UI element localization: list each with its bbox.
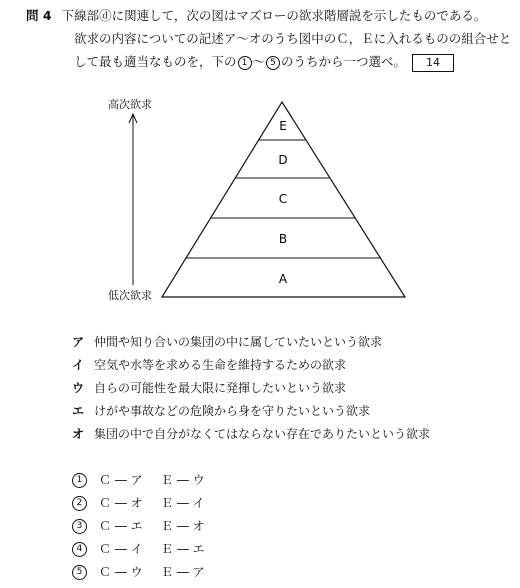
circled-number-5: 5: [266, 56, 280, 70]
list-item: イ 空気や水等を求める生命を維持するための欲求: [72, 358, 347, 372]
list-item: ア 仲間や知り合いの集団の中に属していたいという欲求: [72, 335, 383, 349]
list-item: オ 集団の中で自分がなくてはならない存在でありたいという欲求: [72, 427, 431, 441]
question-text-1: 下線部ⓓに関連して，次の図はマズローの欲求階層説を示したものである。: [61, 8, 487, 23]
circled-number: 2: [72, 496, 87, 511]
level-label-e: E: [279, 119, 287, 133]
circled-number: 5: [72, 565, 87, 580]
tilde: ～: [252, 54, 266, 69]
circled-number: 3: [72, 519, 87, 534]
choice-1: 1 Ｃ ― ア Ｅ ― ウ: [72, 471, 205, 488]
level-label-b: B: [278, 232, 288, 246]
circled-number: 1: [72, 473, 87, 488]
question-text-3b: のうちから一つ選べ。: [281, 54, 407, 69]
question-number: 問 4: [26, 8, 52, 23]
list-item: エ けがや事故などの危険から身を守りたいという欲求: [72, 404, 371, 418]
high-need-label: 高次欲求: [108, 98, 152, 111]
low-need-label: 低次欲求: [108, 289, 152, 302]
level-label-c: C: [278, 192, 288, 206]
circled-number: 4: [72, 542, 87, 557]
list-item: ウ 自らの可能性を最大限に発揮したいという欲求: [72, 381, 347, 395]
choice-2: 2 Ｃ ― オ Ｅ ― イ: [72, 494, 205, 511]
question-text-3a: して最も適当なものを，下の: [74, 54, 237, 69]
answer-box: 14: [412, 54, 454, 72]
level-label-d: D: [278, 153, 288, 167]
question-line-2: 欲求の内容についての記述ア～オのうち図中のＣ，Ｅに入れるものの組合せと: [74, 31, 512, 46]
circled-number-1: 1: [238, 56, 252, 70]
choice-5: 5 Ｃ ― ウ Ｅ ― ア: [72, 563, 205, 580]
choice-4: 4 Ｃ ― イ Ｅ ― エ: [72, 540, 205, 557]
choice-3: 3 Ｃ ― エ Ｅ ― オ: [72, 517, 205, 534]
level-label-a: A: [278, 272, 288, 286]
